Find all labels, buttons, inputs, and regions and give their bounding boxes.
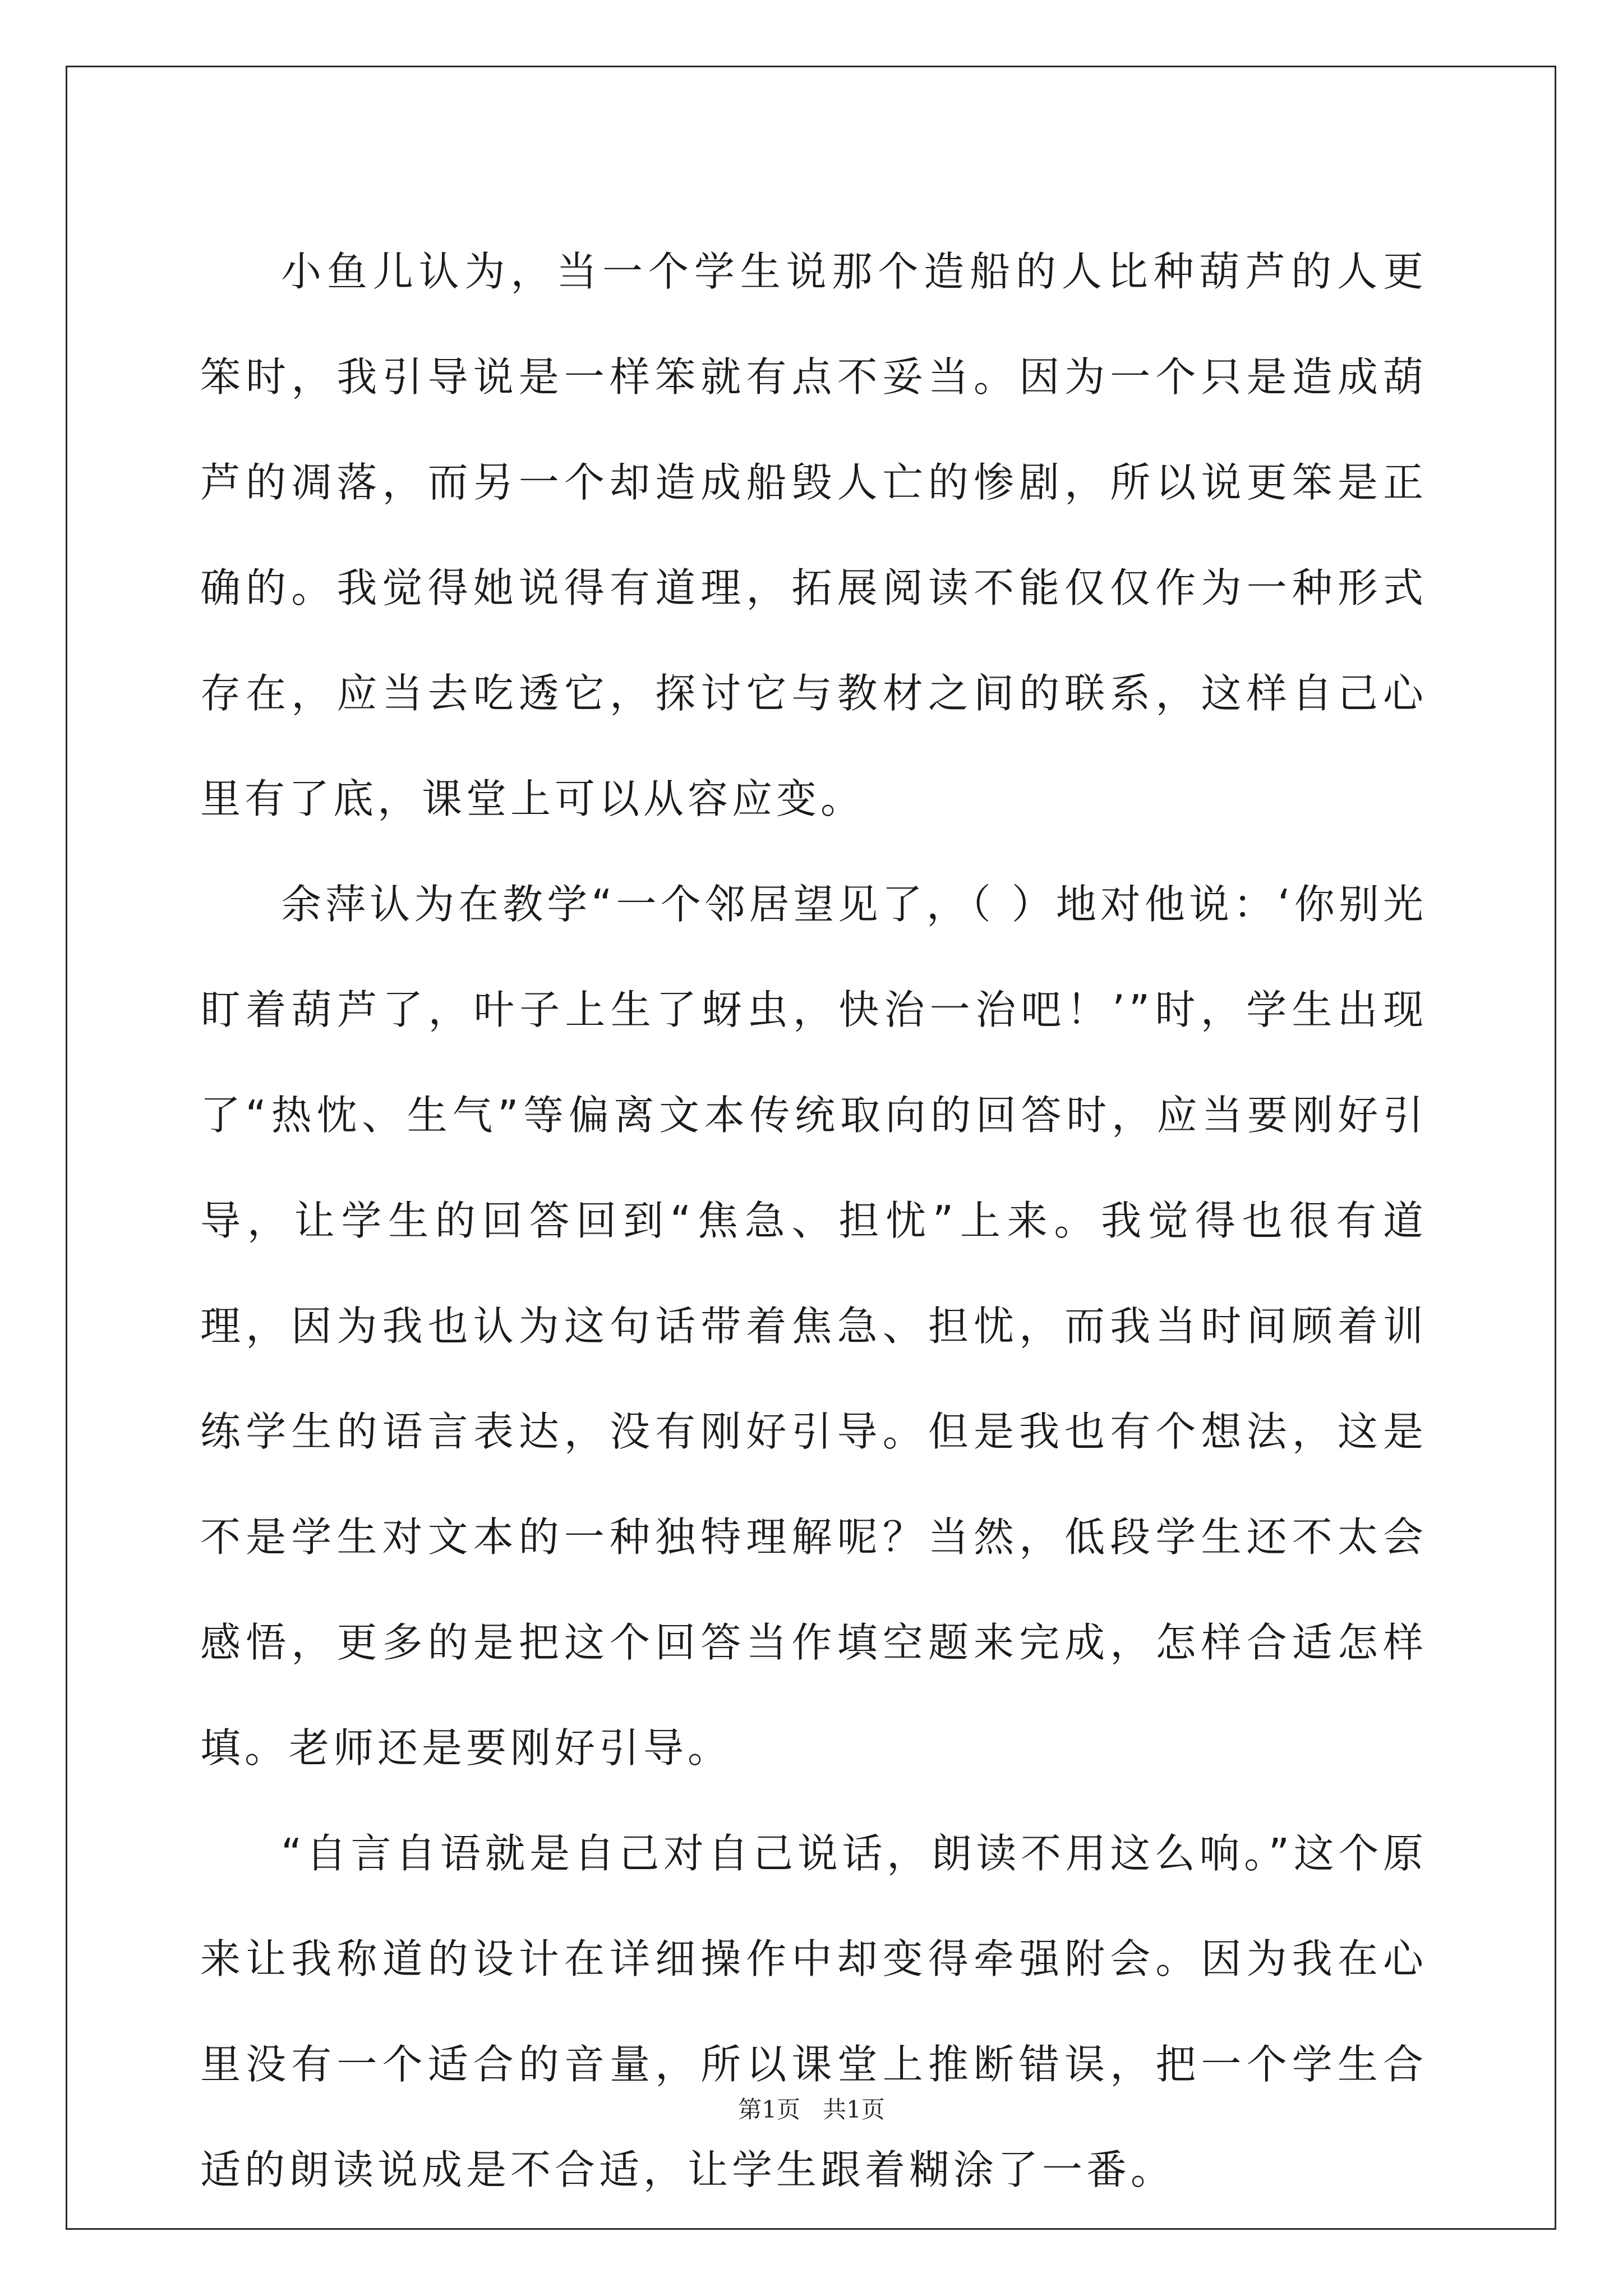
paragraph-2: 余萍认为在教学“一个邻居望见了，（ ）地对他说：‘你别光盯着葫芦了，叶子上生了蚜虫，快治一治吧！’”时，学生出现了“热忱、生气”等偏离文本传统取向的回答时，应当要刚好引导，让学生的回答回到“焦急、担忧”上来。我觉得也很有道理，因为我也认为这句话带着焦急、担忧，而我当时间顾着训练学生的语言表达，没有刚好引导。但是我也有个想法，这是不是学生对文本的一种独特理解呢？当然，低段学生还不太会感悟，更多的是把这个回答当作填空题来完成，怎样合适怎样填。老师还是要刚好引导。 xyxy=(200,881,1427,1772)
document-body xyxy=(200,219,1427,2223)
page-footer: 第1页 共1页 xyxy=(738,2096,885,2123)
paragraph-1: 小鱼儿认为，当一个学生说那个造船的人比种葫芦的人更笨时，我引导说是一样笨就有点不妥当。因为一个只是造成葫芦的凋落，而另一个却造成船毁人亡的惨剧，所以说更笨是正确的。我觉得她说得有道理，拓展阅读不能仅仅作为一种形式存在，应当去吃透它，探讨它与教材之间的联系，这样自己心里有了底，课堂上可以从容应变。 xyxy=(200,248,1427,822)
paragraph-3: “自言自语就是自己对自己说话，朗读不用这么响。”这个原来让我称道的设计在详细操作中却变得牵强附会。因为我在心里没有一个适合的音量，所以课堂上推断错误，把一个学生合适的朗读说成是不合适，让学生跟着糊涂了一番。 xyxy=(200,1830,1427,2193)
